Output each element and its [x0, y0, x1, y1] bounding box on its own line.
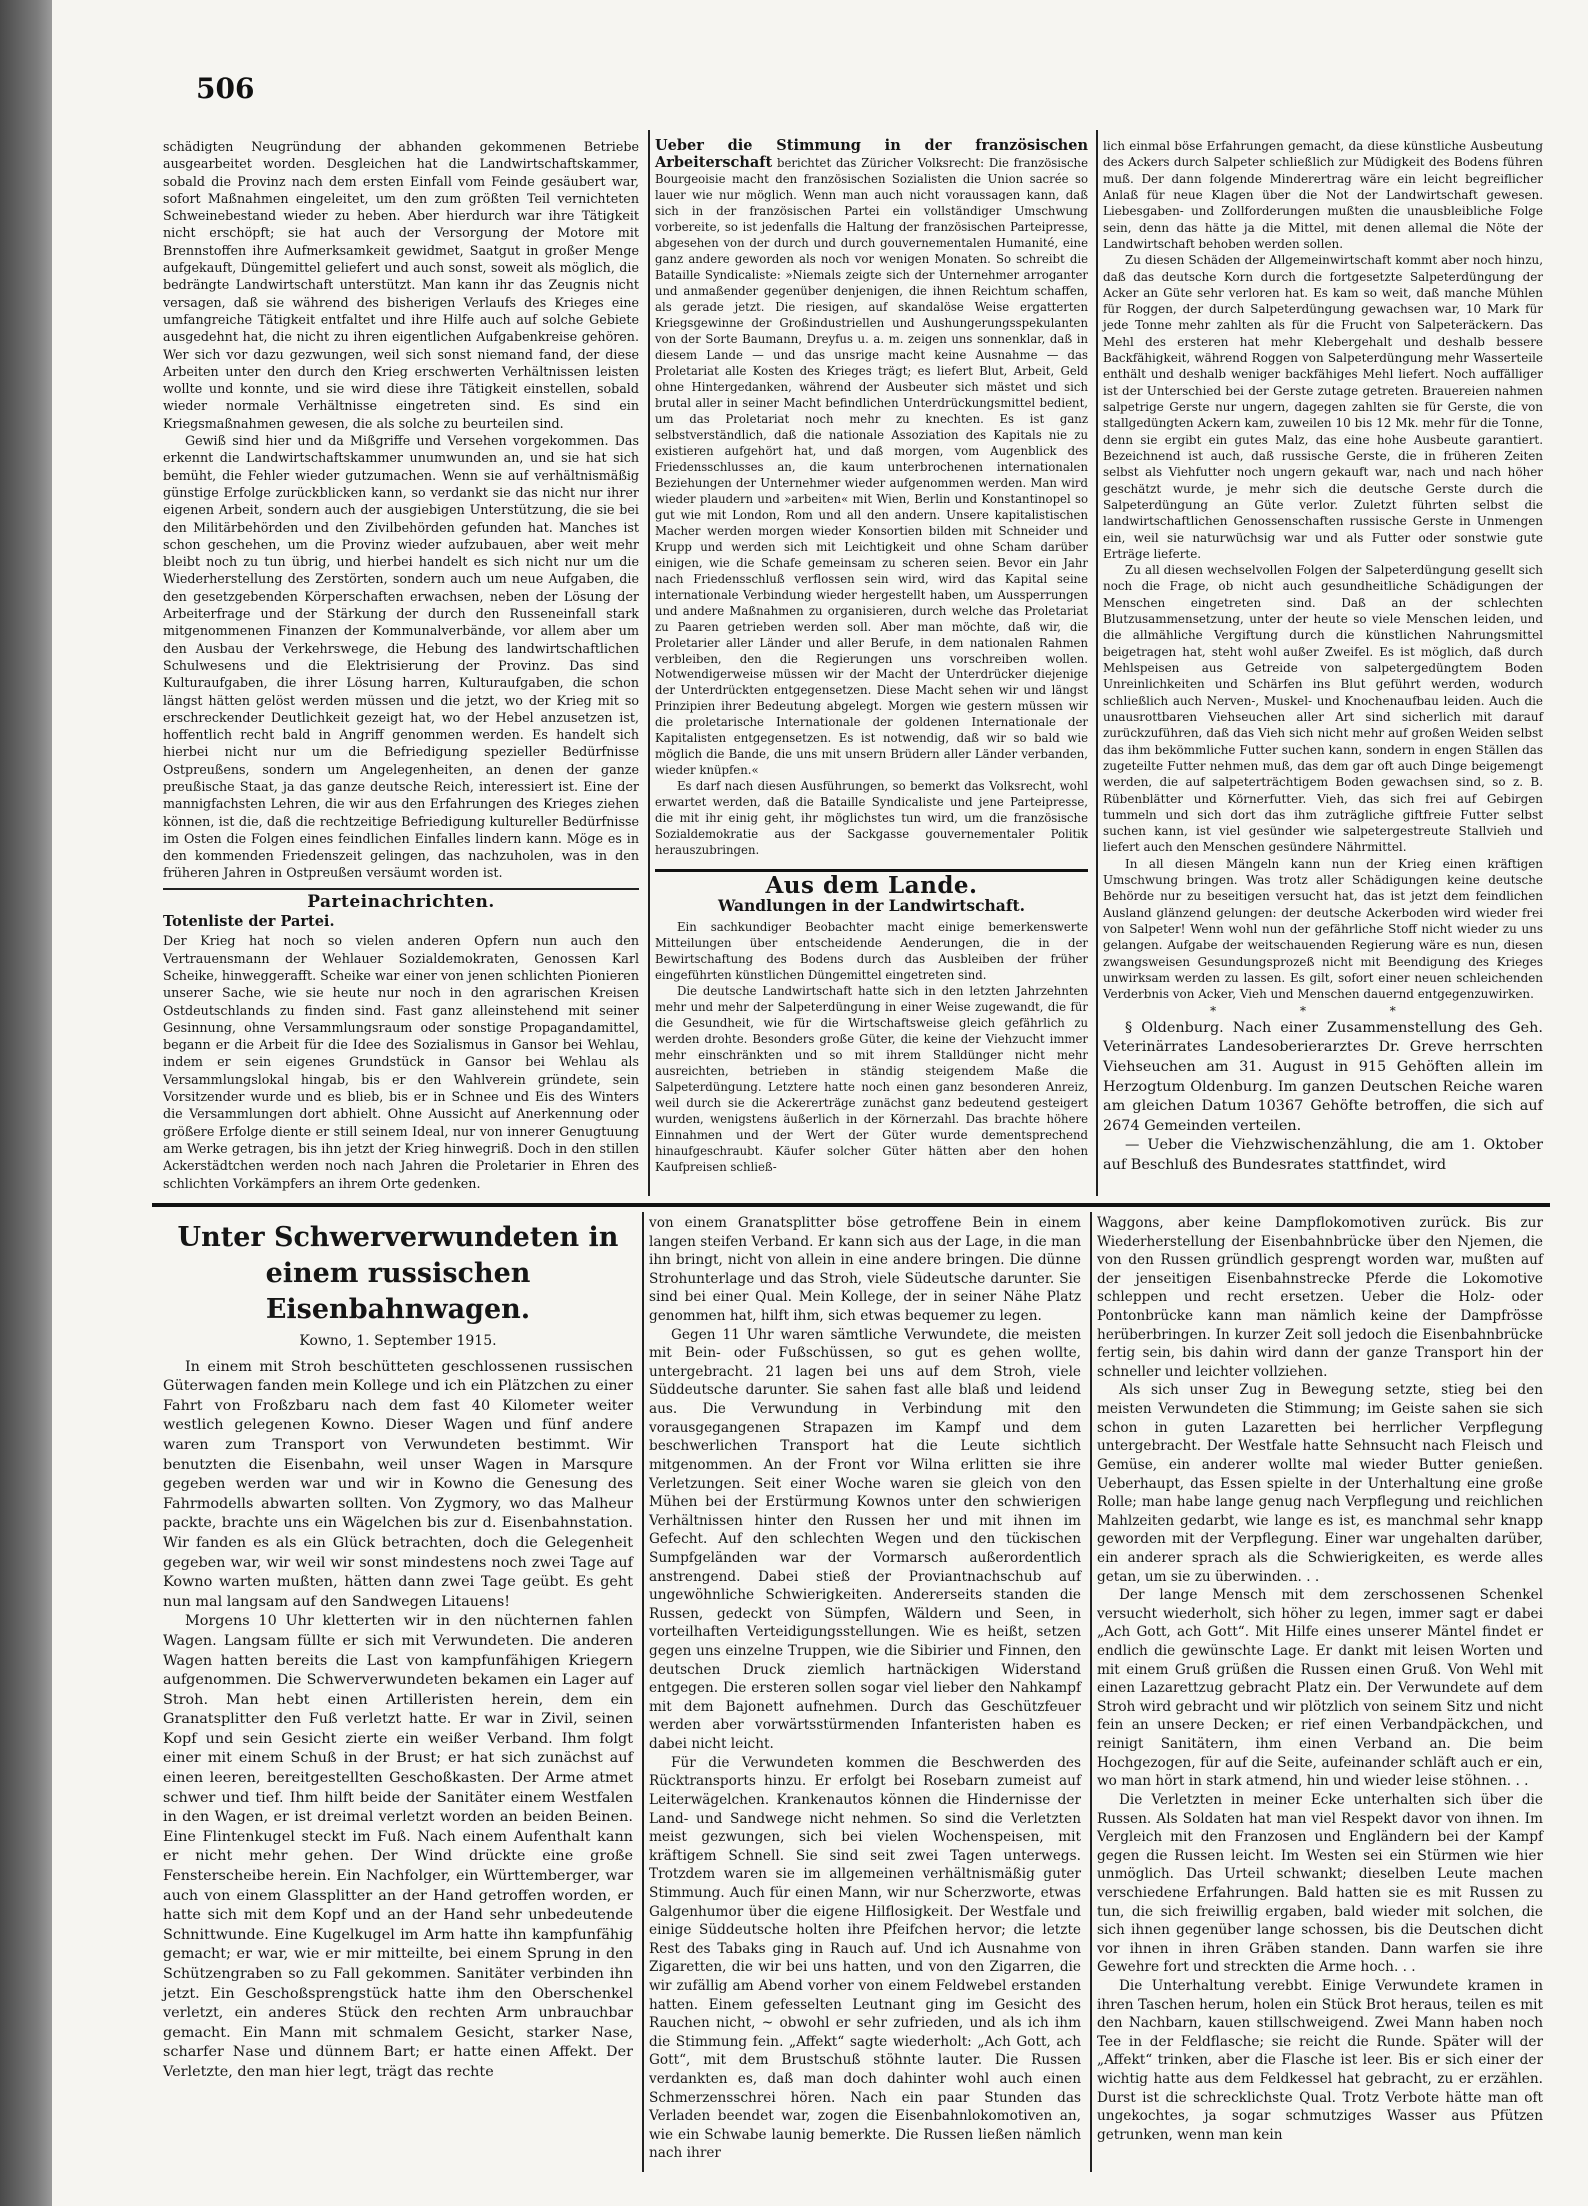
column-rule [642, 1212, 644, 2172]
wandlungen-text-2: Die deutsche Landwirtschaft hatte sich in den letzten Jahrzehnten mehr und mehr der Salpeterdüngung in einer Weise zugewandt, die für die Gesundheit, wie für die Wirtschaftsweise gleich gefährlich zu werden drohte. Besonders große Güter, die keine der Viehzucht immer mehr einschränkten und so mit ihrem Stalldünger nicht mehr ausreichten, betrieben in ständig steigendem Maße die Salpeterdüngung. Letztere hatte noch einen ganz besonderen Anreiz, weil durch sie die Ackererträge zunächst ganz bedeutend gesteigert wurden, wenigstens äußerlich in der Körnerzahl. Das brachte höhere Einnahmen und der Wert der Güter wurde dementsprechend hinaufgeschraubt. Käufer solcher Güter hätten aber den hohen Kaufpreisen schließ- [655, 984, 1088, 1175]
col3-text-1: lich einmal böse Erfahrungen gemacht, da diese künstliche Ausbeutung des Ackers durch Salpeter schließlich zur Müdigkeit des Bodens führen muß. Der dann folgende Minderertrag wäre ein leicht begreiflicher Anlaß für neue Klagen über die Not der Landwirtschaft gewesen. Liebesgaben- und Zollforderungen mußten die unausbleibliche Folge sein, denn das hätte ja die Mittel, mit denen allemal die Nöte der Landwirtschaft behoben werden sollen. [1103, 139, 1543, 251]
feuilleton-paragraph-8: Der lange Mensch mit dem zerschossenen Schenkel versucht wiederholt, sich höher zu legen, immer sagt er dabei „Ach Gott, ach Gott“. Mit Hilfe eines unserer Mäntel findet er endlich die gewünschte Lage. Er dankt mit leisen Worten und mit einem Gruß grüßen die Russen einen Gruß. Von Wehl mit einen Lazarettzug gebracht Platz ein. Der Verwundete auf dem Stroh wird gebracht und wir plötzlich von seinem Sitz und nicht fein an unsere Decken; er rief einen Verbandpäckchen, und reinigt Sanitätern, ihm einen Verband an. Die beim Hochgezogen, für auf die Seite, aufeinander schläft auch er ein, wo man hört in stark atmend, hin und wieder leise stöhnen. . . [1097, 1587, 1543, 1790]
bottom-column-1 [163, 1214, 633, 2083]
article-text-stimmung: berichtet das Züricher Volksrecht: Die französische Bourgeoisie macht den französischen Sozialisten die Union sacrée so lauer wie nur möglich. Wenn man auch nicht voraussagen kann, daß sich in der französischen Partei ein vollständiger Umschwung vorbereite, so ist jedenfalls die Haltung der französischen Parteipresse, abgesehen von der durch und durch gouvernementalen Humanité, eine ganz andere geworden als noch vor wenigen Monaten. So schreibt die Bataille Syndicaliste: »Niemals zeigte sich der Unternehmer arroganter und anmaßender gegenüber denjenigen, die ihnen Reichtum schaffen, als gerade jetzt. Die riesigen, auf skandalöse Weise ergatterten Kriegsgewinne der Großindustriellen und Aushungerungsspekulanten von der Sorte Baumann, Dreyfus u. a. m. zeigen uns sonnenklar, daß in diesem Lande — und das unsrige macht keine Ausnahme — das Proletariat alle Kosten des Krieges trägt; es liefert Blut, Arbeit, Geld ohne Hintergedanken, während der Ausbeuter sich mästet und sich brutal aller in seiner Macht befindlichen Unterdrückungsmittel bedient, um das Proletariat noch mehr zu knechten. Es ist ganz selbstverständlich, daß die nationale Assoziation des Kapitals nie zu existieren aufgehört hat, und daß morgen, vom Augenblick des Friedensschlusses an, die kaum unterbrochenen internationalen Beziehungen der Unternehmer wieder aufgenommen werden. Man wird wieder plaudern und »arbeiten« mit Wien, Berlin und Konstantinopel so gut wie mit London, Rom und all den andern. Unsere kapitalistischen Macher werden morgen wieder Konsortien bilden mit Schneider und Krupp und werden sich mit Leichtigkeit und ohne Scham darüber einigen, wie die Schafe gemeinsam zu scheren seien. Bevor ein Jahr nach Friedensschluß verflossen sein wird, wird das Kapital seine internationale Verbindung wieder hergestellt haben, um Aussperrungen und andere Maßnahmen zu organisieren, durch welche das Proletariat zu Paaren getrieben werden soll. Aber man möchte, daß wir, die Proletarier aller Länder und aller Berufe, in dem nationalen Rahmen verbleiben, den die Regierungen uns vorschreiben wollen. Notwendigerweise müssen wir der Macht der Unterdrücker diejenige der Unterdrückten entgegensetzen. Diese Macht sehen wir und längst Prinzipien ihrer Bedeutung abgelegt. Morgen wie gestern müssen wir die proletarische Internationale der goldenen Internationale der Kapitalisten entgegensetzen. Es ist notwendig, daß wir so bald wie möglich die Bande, die uns mit unsern Brüdern aller Länder verbanden, wieder knüpfen.« [655, 155, 1088, 778]
party-news-subtitle: Totenliste der Partei. [163, 913, 335, 931]
page-number: 506 [196, 72, 255, 105]
feuilleton-paragraph-5: Für die Verwundeten kommen die Beschwerden des Rücktransports hinzu. Er erfolgt bei Rosebarn zumeist auf Leiterwägelchen. Krankenautos können die Hindernisse der Land- und Sandwege nicht nehmen. So sind die Verletzten meist gezwungen, sich bei vielen Wochenspeisen, mit kräftigem Schnell. Sie sind seit zwei Tagen unterwegs. Trotzdem waren sie im allgemeinen verhältnismäßig guter Stimmung. Auch für einen Mann, wir nur Scherzworte, etwas Galgenhumor über die eigene Hilflosigkeit. Der Westfale und einige Süddeutsche holten ihre Pfeifchen hervor; die letzte Rest des Tabaks ging in Rauch auf. Und ich Ausnahme von Zigaretten, die wir bei uns hatten, und von den Zigarren, die wir zufällig am Abend vorher von einem Feldwebel erstanden hatten. Einem gefesselten Leutnant ging im Gesicht des Rauchen nicht, ~ obwohl er sehr zufrieden, und als ich ihm die Stimmung fein. „Affekt“ sagte wiederholt: „Ach Gott, ach Gott“, mit dem Brustschuß stöhnte lauter. Die Russen verdankten es, daß man doch dahinter wohl auch einen Schmerzensschrei hören. Nach ein paar Stunden das Verladen beendet war, zogen die Eisenbahnlokomotiven an, wie ein Schwabe launig bemerkte. Die Russen ließen nämlich nach ihrer [649, 1754, 1081, 2162]
separator-stars: * * * [1210, 1003, 1436, 1018]
column-3 [1103, 138, 1543, 1176]
aus-dem-lande-title: Aus dem Lande. [765, 872, 978, 900]
article-head-stimmung: Ueber die Stimmung in der französischen Arbeiterschaft [655, 137, 1088, 171]
wandlungen-text-1: Ein sachkundiger Beobachter macht einige bemerkenswerte Mitteilungen über entscheidende Aenderungen, die in der Bewirtschaftung des Bodens durch das Ausbleiben der früher eingeführten künstlichen Düngemittel eingetreten sind. [655, 920, 1088, 983]
feuilleton-paragraph-10: Die Unterhaltung verebbt. Einige Verwundete kramen in ihren Taschen herum, holen ein Stück Brot heraus, teilen es mit den Nachbarn, kauen stillschweigend. Zwei Mann haben noch Tee in der Feldflasche; sie reicht die Runde. Später will der „Affekt“ trinken, aber die Flasche ist leer. Bis er sich einer der wichtig hatte aus dem Feldkessel hat gebracht, zu er erzählen. Durst ist die schrecklichste Qual. Trotz Verbote hätte man oft ungekochtes, ja sogar schmutziges Wasser aus Pfützen getrunken, wenn man kein [1097, 1977, 1543, 2143]
feuilleton-paragraph-4: Gegen 11 Uhr waren sämtliche Verwundete, die meisten mit Bein- oder Fußschüssen, so gut es gehen wollte, untergebracht. 21 lagen bei uns auf dem Stroh, viele Süddeutsche darunter. Sie sahen fast alle blaß und leidend aus. Die Verwundung in Verbindung mit den vorausgegangenen Strapazen im Kampf und dem beschwerlichen Transport hat die Leute sichtlich mitgenommen. An der Front vor Wilna erlitten sie ihre Verletzungen. Seit einer Woche waren sie gleich von den Mühen bei der Erstürmung Kownos unter den schwierigen Verhältnissen hinter den Russen her und mit ihnen im Gefecht. Auf den schlechten Wegen und den tückischen Sumpfgeländen war der Vormarsch außerordentlich anstrengend. Dabei stieß der Proviantnachschub auf ungewöhnliche Schwierigkeiten. Andererseits standen die Russen, gedeckt von Sümpfen, Wäldern und Seen, in vorteilhaften Verteidigungsstellungen. Wie es heißt, setzen gegen uns einzelne Truppen, wie die Sibirier und Finnen, den deutschen Druck ziemlich hartnäckigen Widerstand entgegen. Die ersteren sollen sogar viel lieber den Nahkampf mit dem Bajonett aufnehmen. Durch das Geschützfeuer werden aber vorwärtsstürmenden Infanteristen haben es dabei nicht leicht. [649, 1326, 1081, 1753]
bottom-column-2 [649, 1214, 1081, 2163]
col3-text-2: Zu diesen Schäden der Allgemeinwirtschaft kommt aber noch hinzu, daß das deutsche Korn durch die fortgesetzte Salpeterdüngung der Acker an Güte sehr verloren hat. Es kam so weit, daß manche Mühlen für Roggen, der durch Salpeterdüngung gewachsen war, 10 Mark für jede Tonne mehr zahlten als für die Frucht von Salpeteräckern. Das Mehl des ersteren hat mehr Klebergehalt und deshalb bessere Backfähigkeit, während Roggen von Salpeterdüngung mehr Wasserteile enthält und deshalb weniger backfähiges Mehl liefert. Noch auffälliger ist der Unterschied bei der Gerste zutage getreten. Brauereien nahmen salpetrige Gerste nur ungern, dagegen zahlten sie für Gerste, die von stallgedüngten Ackern kam, zuweilen 10 bis 12 Mk. mehr für die Tonne, denn sie ergibt ein gutes Malz, das eine hohe Ausbeute garantiert. Bezeichnend ist auch, daß russische Gerste, die in früheren Zeiten selbst als Viehfutter noch ungern gekauft war, nach und nach höher geschätzt wurde, je mehr sich die deutsche Gerste durch die Salpeterdüngung an Güte verlor. Zuletzt führten selbst die landwirtschaftlichen Genossenschaften russische Gerste in Unmengen ein, weil sie naturwüchsig war und als Futter oder sonstwie gute Erträge lieferte. [1103, 253, 1543, 561]
scan-edge [0, 0, 52, 2206]
column-rule [1090, 1212, 1092, 2172]
column-rule [648, 130, 650, 1196]
feuilleton-paragraph-6: Waggons, aber keine Dampflokomotiven zurück. Bis zur Wiederherstellung der Eisenbahnbrücke über den Njemen, die von den Russen gründlich gesprengt worden war, mußten auf der jenseitigen Eisenbahnstrecke Pferde die Lokomotive schleppen und recht ersetzen. Ueber die Holz- oder Pontonbrücke kann man nämlich keine der Dampfrösse herüberbringen. In kurzer Zeit soll jedoch die Eisenbahnbrücke fertig sein, bis dahin wird dann der ganze Transport hin der schneller und leichter vollziehen. [1097, 1215, 1543, 1380]
column-rule [1096, 130, 1098, 1196]
bottom-column-3 [1097, 1214, 1543, 2144]
feuilleton-paragraph-9: Die Verletzten in meiner Ecke unterhalten sich über die Russen. Als Soldaten hat man viel Respekt davor von ihnen. Im Vergleich mit den Franzosen und Engländern bei der Kampf gegen die Russen leicht. Im Westen sei ein Stürmen wie hier unmöglich. Das Urteil schwankt; dieselben Leute machen verschiedene Erfahrungen. Bald hatten sie es mit Russen zu tun, die sich freiwillig ergaben, bald wieder mit solchen, die sich ihnen gegenüber lange schossen, bis die Deutschen dicht vor ihnen in ihren Gräben standen. Dann warfen sie ihre Gewehre fort und streckten die Arme hoch. . . [1097, 1791, 1543, 1976]
col1-paragraph-1: schädigten Neugründung der abhanden gekommenen Betriebe ausgearbeitet worden. Desgleichen hat die Landwirtschaftskammer, sobald die Provinz nach dem ersten Einfall vom Feinde gesäubert war, sofort Maßnahmen eingeleitet, um den zum größten Teil vernichteten Schweinebestand wieder zu heben. Aber hierdurch war ihre Tätigkeit nicht erschöpft; sie hat auch der Versorgung der Motore mit Brennstoffen ihre Aufmerksamkeit gewidmet, Saatgut in großer Menge aufgekauft, Düngemittel geliefert und auch sonst, soweit als möglich, die bedrängte Landwirtschaft unterstützt. Man kann ihr das Zeugnis nicht versagen, daß sie während des bisherigen Verlaufs des Krieges eine umfangreiche Tätigkeit entfaltet und ihre Hilfe auch auf solche Gebiete ausgedehnt hat, die nicht zu ihren eigentlichen Aufgabenkreise gehören. Wer sich vor dazu gezwungen, weil sich sonst niemand fand, der diese Arbeiten unter den durch den Krieg erschwerten Verhältnissen leisten wollte und konnte, und sie wird diese ihre Tätigkeit einstellen, sobald wieder normale Verhältnisse eingetreten sind. Es sind ein Kriegsmaßnahmen gewesen, die als solche zu beurteilen sind. [163, 139, 639, 431]
oldenburg-note: § Oldenburg. Nach einer Zusammenstellung des Geh. Veterinärrates Landesoberierarztes Dr. Greve herrschten Viehseuchen am 31. August in 915 Gehöften allein im Herzogtum Oldenburg. Im ganzen Deutschen Reiche waren am gleichen Datum 10367 Gehöfte betroffen, die sich auf 2674 Gemeinden verteilen. [1103, 1019, 1543, 1134]
feuilleton-paragraph-3: von einem Granatsplitter böse getroffene Bein in einem langen steifen Verband. Er kann sich aus der Lage, in die man ihn bringt, nicht von allein in eine andere bringen. Die dünne Strohunterlage und das Stroh, viele Südeutsche darunter. Sie sind bei einer Qual. Mein Kollege, der in seiner Nähe Platz genommen hat, hilft ihm, sich etwas bequemer zu legen. [649, 1215, 1081, 1325]
divider [163, 888, 639, 890]
party-news-text: Der Krieg hat noch so vielen anderen Opfern nun auch den Vertrauensmann der Wehlauer Sozialdemokraten, Genossen Karl Scheike, hinweggerafft. Scheike war einer von jenen schlichten Pionieren unserer Sache, wie sie heute nur noch in den agrarischen Kreisen Ostdeutschlands zu finden sind. Fast ganz alleinstehend mit seiner Gesinnung, ohne Versammlungsraum oder sonstige Propagandamittel, begann er die Arbeit für die Idee des Sozialismus in Gansor bei Wehlau, indem er sein eigenes Grundstück in Gansor bei Wehlau als Versammlungslokal hingab, bis er den Wahlverein gründete, sein Vorsitzender wurde und es blieb, bis er in Schnee und Eis des Winters die Versammlungen dort abhielt. Ohne Aussicht auf Anerkennung oder größere Erfolge diente er still seinem Ideal, nur von innerer Genugtuung am Werke getragen, bis ihn jetzt der Krieg hinwegriß. Doch in den stillen Ackerstädtchen werden noch nach Jahren die Proletarier in Ehren des schlichten Vorkämpfers an ihrem Orte gedenken. [163, 933, 639, 1191]
newspaper-page [52, 0, 1588, 2206]
article-text-stimmung-2: Es darf nach diesen Ausführungen, so bemerkt das Volksrecht, wohl erwartet werden, daß die Bataille Syndicaliste und jene Parteipresse, die mit ihr einig geht, ihr möglichstes tun wird, um die französische Sozialdemokratie aus der Sackgasse gouvernementaler Politik herauszubringen. [655, 779, 1088, 858]
col3-text-4: In all diesen Mängeln kann nun der Krieg einen kräftigen Umschwung bringen. Was trotz aller Schädigungen keine deutsche Behörde nur zu beseitigen versucht hat, das ist jetzt dem feindlichen Ausland glänzend gelungen: der deutsche Ackerboden wird wieder frei von Salpeter! Wenn wohl nun der gefährliche Stoff nicht wieder zu uns gelangen. Aufgabe der weitschauenden Regierung wäre es nun, diesen zwangsweisen Gesundungsprozeß nicht mit Beendigung des Krieges unwirksam werden zu lassen. Es gilt, sofort einer neuen schleichenden Verderbnis von Acker, Vieh und Menschen dauernd entgegenzuwirken. [1103, 856, 1543, 1002]
feuilleton-paragraph-1: In einem mit Stroh beschütteten geschlossenen russischen Güterwagen fanden mein Kollege und ich ein Plätzchen zu einer Fahrt von Froßzbaru nach dem fast 40 Kilometer weiter westlich gelegenen Kowno. Dieser Wagen und fünf andere waren zum Transport von Verwundeten bestimmt. Wir benutzten die Eisenbahn, weil unser Wagen in Marsqure gegeben werden war und wir in Kowno die Genesung des Fahrmodells abwarten sollten. Von Zygmory, wo das Malheur packte, brachte uns ein Wägelchen bis zur d. Eisenbahnstation. Wir fanden es als ein Glück betrachten, doch die Gelegenheit gegeben war, wir weil wir sonst mindestens noch zwei Tage auf Kowno warten mußten, hätten dann zwei Tage geübt. Es geht nun mal langsam auf den Sandwegen Litauens! [163, 1358, 633, 1610]
column-1 [163, 138, 639, 1192]
col3-text-3: Zu all diesen wechselvollen Folgen der Salpeterdüngung gesellt sich noch die Frage, ob nicht auch gesundheitliche Schädigungen der Menschen eingetreten sind. Daß an der schlechten Blutzusammensetzung, unter der heute so viele Menschen leiden, und die allmähliche Vergiftung durch die künstlichen Nahrungsmittel beigetragen hat, steht wohl außer Zweifel. Es ist möglich, daß durch Mehlspeisen aus Getreide von salpetergedüngtem Boden Unreinlichkeiten und Schärfen ins Blut geführt werden, wodurch schließlich auch Nerven-, Muskel- und Knochenaufbau leiden. Auch die unausrottbaren Viehseuchen aller Art sind sicherlich mit darauf zurückzuführen, daß das Vieh sich nicht mehr auf großen Weiden selbst das ihm bekömmliche Futter suchen kann, sondern in engen Ställen das zugeteilte Futter nehmen muß, das dem gar oft auch Dinge beigemengt werden, die auf salpeterträchtigem Boden gewachsen sind, so z. B. Rübenblätter und Körnerfutter. Vieh, das sich frei auf Gebirgen tummeln und sich dort das ihm zuträgliche giftfreie Futter selbst suchen kann, ist viel gesünder wie salpetergestreute Stallvieh und liefert auch den Menschen gesündere Nährmittel. [1103, 563, 1543, 855]
viehzaehlung-note: — Ueber die Viehzwischenzählung, die am 1. Oktober auf Beschluß des Bundesrates stattfindet, wird [1103, 1137, 1543, 1174]
column-2 [655, 138, 1088, 1176]
party-news-title: Parteinachrichten. [307, 891, 495, 912]
feuilleton-dateline: Kowno, 1. September 1915. [299, 1333, 497, 1349]
feuilleton-headline: Unter Schwerverwundeten in einem russischen Eisenbahnwagen. [177, 1222, 619, 1325]
col1-paragraph-2: Gewiß sind hier und da Mißgriffe und Versehen vorgekommen. Das erkennt die Landwirtschaftskammer unumwunden an, und sie hat sich bemüht, die Fehler wieder gutzumachen. Wenn sie auf verhältnismäßig günstige Erfolge zurückblicken kann, so verdankt sie das nicht nur ihrer eigenen Arbeit, sondern auch der ausgiebigen Unterstützung, die sie bei den Militärbehörden und den Zivilbehörden gefunden hat. Manches ist schon geschehen, um die Provinz wieder aufzubauen, aber weit mehr bleibt noch zu tun übrig, und hierbei handelt es sich nicht nur um die Wiederherstellung des Zerstörten, sondern auch um neue Aufgaben, die den gesetzgebenden Körperschaften erwachsen, neben der Lösung der Arbeiterfrage und der Stärkung der durch den Russeneinfall stark mitgenommenen Finanzen der Kommunalverbände, vor allem aber um den Ausbau der Verkehrswege, die Hebung des landwirtschaftlichen Schulwesens und die Elektrisierung der Provinz. Das sind Kulturaufgaben, die ihrer Lösung harren, Kulturaufgaben, die schon längst hätten gelöst werden müssen und die jetzt, wo der Krieg mit so erschreckender Deutlichkeit gezeigt hat, wo der Hebel anzusetzen ist, hoffentlich recht bald in Angriff genommen werden. Es handelt sich hierbei nicht nur um die Befriedigung spezieller Bedürfnisse Ostpreußens, sondern um Angelegenheiten, an denen der ganze preußische Staat, ja das ganze deutsche Reich, interessiert ist. Eine der mannigfachsten Lehren, die wir aus den Erfahrungen des Krieges ziehen können, ist die, daß die rechtzeitige Befriedigung kultureller Bedürfnisse im Osten die Folgen eines feindlichen Einfalles lindern kann. Möge es in den kommenden Friedenszeit gelingen, das nachzuholen, was in den früheren Jahren in Ostpreußen versäumt worden ist. [163, 433, 639, 881]
section-rule [152, 1203, 1550, 1207]
feuilleton-paragraph-2: Morgens 10 Uhr kletterten wir in den nüchternen fahlen Wagen. Langsam füllte er sich mit Verwundeten. Die anderen Wagen hatten bereits die Last von kampfunfähigen Kriegern aufgenommen. Die Schwerverwundeten bekamen ein Lager auf Stroh. Man hebt einen Artilleristen herein, dem ein Granatsplitter den Fuß verletzt hatte. Er war in Zivil, seinen Kopf und sein Gesicht zierte ein weißer Verband. Ihm folgt einer mit einem Schuß in der Brust; er hat sich zunächst auf einen leeren, bereitgestellten Geschoßkasten. Der Arme atmet schwer und tief. Ihm hilft beide der Sanitäter einem Westfalen in den Wagen, er ist dreimal verletzt worden an beiden Beinen. Eine Flintenkugel steckt im Fuß. Nach einem Aufenthalt kann er nicht mehr gehen. Der Wind drückte eine große Fensterscheibe herein. Ein Nachfolger, ein Württemberger, war auch von einem Glassplitter an der Hand getroffen worden, er hatte sich mit dem Kopf und an der Hand sehr unbedeutende Schnittwunde. Eine Kugelkugel im Arm hatte ihn kampfunfähig gemacht; er war, wie er mir mitteilte, bei einem Sprung in den Schützengraben so zu Fall gekommen. Sanitäter verbinden ihn jetzt. Ein Geschoßsprengstück hatte ihm den Oberschenkel verletzt, ein anderes Stück den rechten Arm unbrauchbar gemacht. Ein Mann mit schmalem Gesicht, starker Nase, scharfer Nase und dünnem Bart; er hatte einen Affekt. Der Verletzte, den man hier legt, trägt das rechte [163, 1613, 633, 2080]
wandlungen-subtitle: Wandlungen in der Landwirtschaft. [717, 896, 1026, 916]
feuilleton-paragraph-7: Als sich unser Zug in Bewegung setzte, stieg bei den meisten Verwundeten die Stimmung; im Geiste sahen sie sich schon in guten Lazaretten bei herrlicher Verpflegung untergebracht. Der Westfale hatte Sehnsucht nach Fleisch und Gemüse, ein anderer wollte mal wieder Butter genießen. Ueberhaupt, das Essen spielte in der Unterhaltung eine große Rolle; man habe lange genug nach Verpflegung und reichlichen Mahlzeiten gedarbt, wie lange es ist, es manchmal sehr knapp geworden mit der Verpflegung. Einer war ungehalten darüber, ein anderer sprach als die Schwierigkeiten, es werde alles getan, um sie zu überwinden. . . [1097, 1382, 1543, 1585]
